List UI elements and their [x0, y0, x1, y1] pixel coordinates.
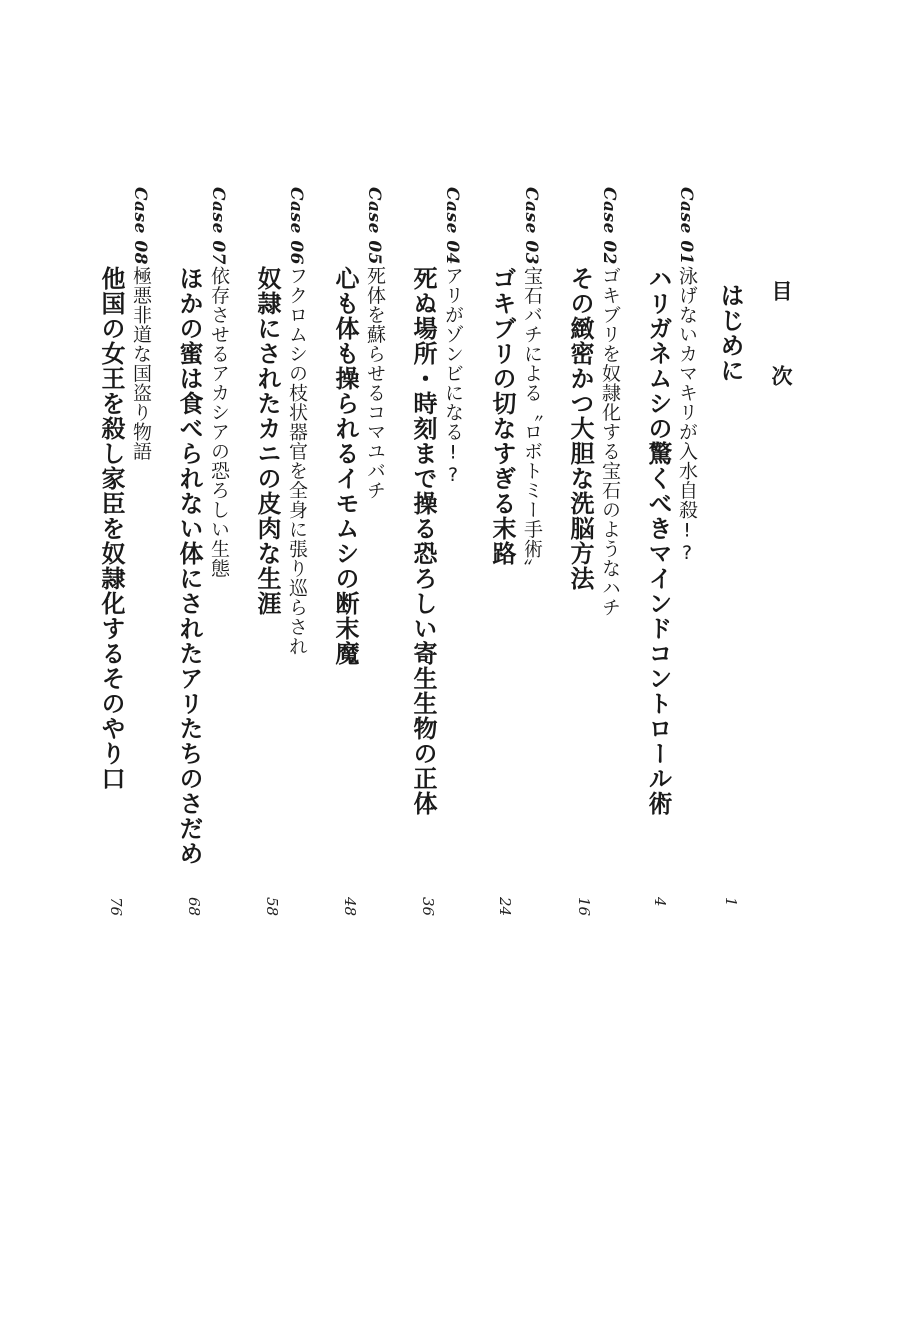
case-page-04: 36	[419, 897, 437, 917]
case-title-06: 奴隷にされたカニの皮肉な生涯	[253, 266, 281, 616]
case-subtitle-03: 宝石バチによる〝ロボトミー手術〟	[521, 266, 543, 578]
case-page-06: 58	[263, 897, 281, 917]
case-subtitle-04: アリがゾンビになる!?	[442, 266, 464, 487]
case-subtitle-08: 極悪非道な国盗り物語	[130, 266, 152, 461]
case-page-07: 68	[185, 897, 203, 917]
case-subtitle-06: フクロムシの枝状器官を全身に張り巡らされ	[286, 266, 308, 656]
case-label-07: Case 07	[208, 187, 228, 266]
case-subtitle-02: ゴキブリを奴隷化する宝石のようなハチ	[599, 266, 621, 617]
toc-title: 目 次	[769, 280, 793, 406]
case-label-06: Case 06	[286, 187, 306, 266]
case-title-02: その緻密かつ大胆な洗脳方法	[566, 266, 594, 591]
case-page-08: 76	[107, 897, 125, 917]
case-subtitle-01: 泳げないカマキリが入水自殺!?	[676, 266, 698, 565]
intro-heading: はじめに	[716, 283, 744, 383]
case-subtitle-07: 依存させるアカシアの恐ろしい生態	[208, 266, 230, 578]
case-title-05: 心も体も操られるイモムシの断末魔	[331, 266, 359, 666]
case-subtitle-05: 死体を蘇らせるコマユバチ	[364, 266, 386, 500]
case-page-05: 48	[341, 897, 359, 917]
case-label-04: Case 04	[442, 187, 462, 266]
case-label-08: Case 08	[130, 187, 150, 266]
case-label-03: Case 03	[521, 187, 541, 266]
case-label-05: Case 05	[364, 187, 384, 266]
case-title-01: ハリガネムシの驚くべきマインドコントロール術	[644, 266, 672, 816]
case-label-02: Case 02	[599, 187, 619, 266]
case-page-01: 4	[651, 897, 669, 907]
intro-page-number: 1	[722, 897, 740, 907]
case-label-01: Case 01	[676, 187, 696, 266]
case-title-03: ゴキブリの切なすぎる末路	[488, 266, 516, 566]
case-title-07: ほかの蜜は食べられない体にされたアリたちのさだめ	[175, 266, 203, 866]
case-page-02: 16	[575, 897, 593, 917]
case-page-03: 24	[496, 897, 514, 917]
case-title-08: 他国の女王を殺し家臣を奴隷化するそのやり口	[97, 266, 125, 791]
case-title-04: 死ぬ場所・時刻まで操る恐ろしい寄生生物の正体	[409, 266, 437, 816]
